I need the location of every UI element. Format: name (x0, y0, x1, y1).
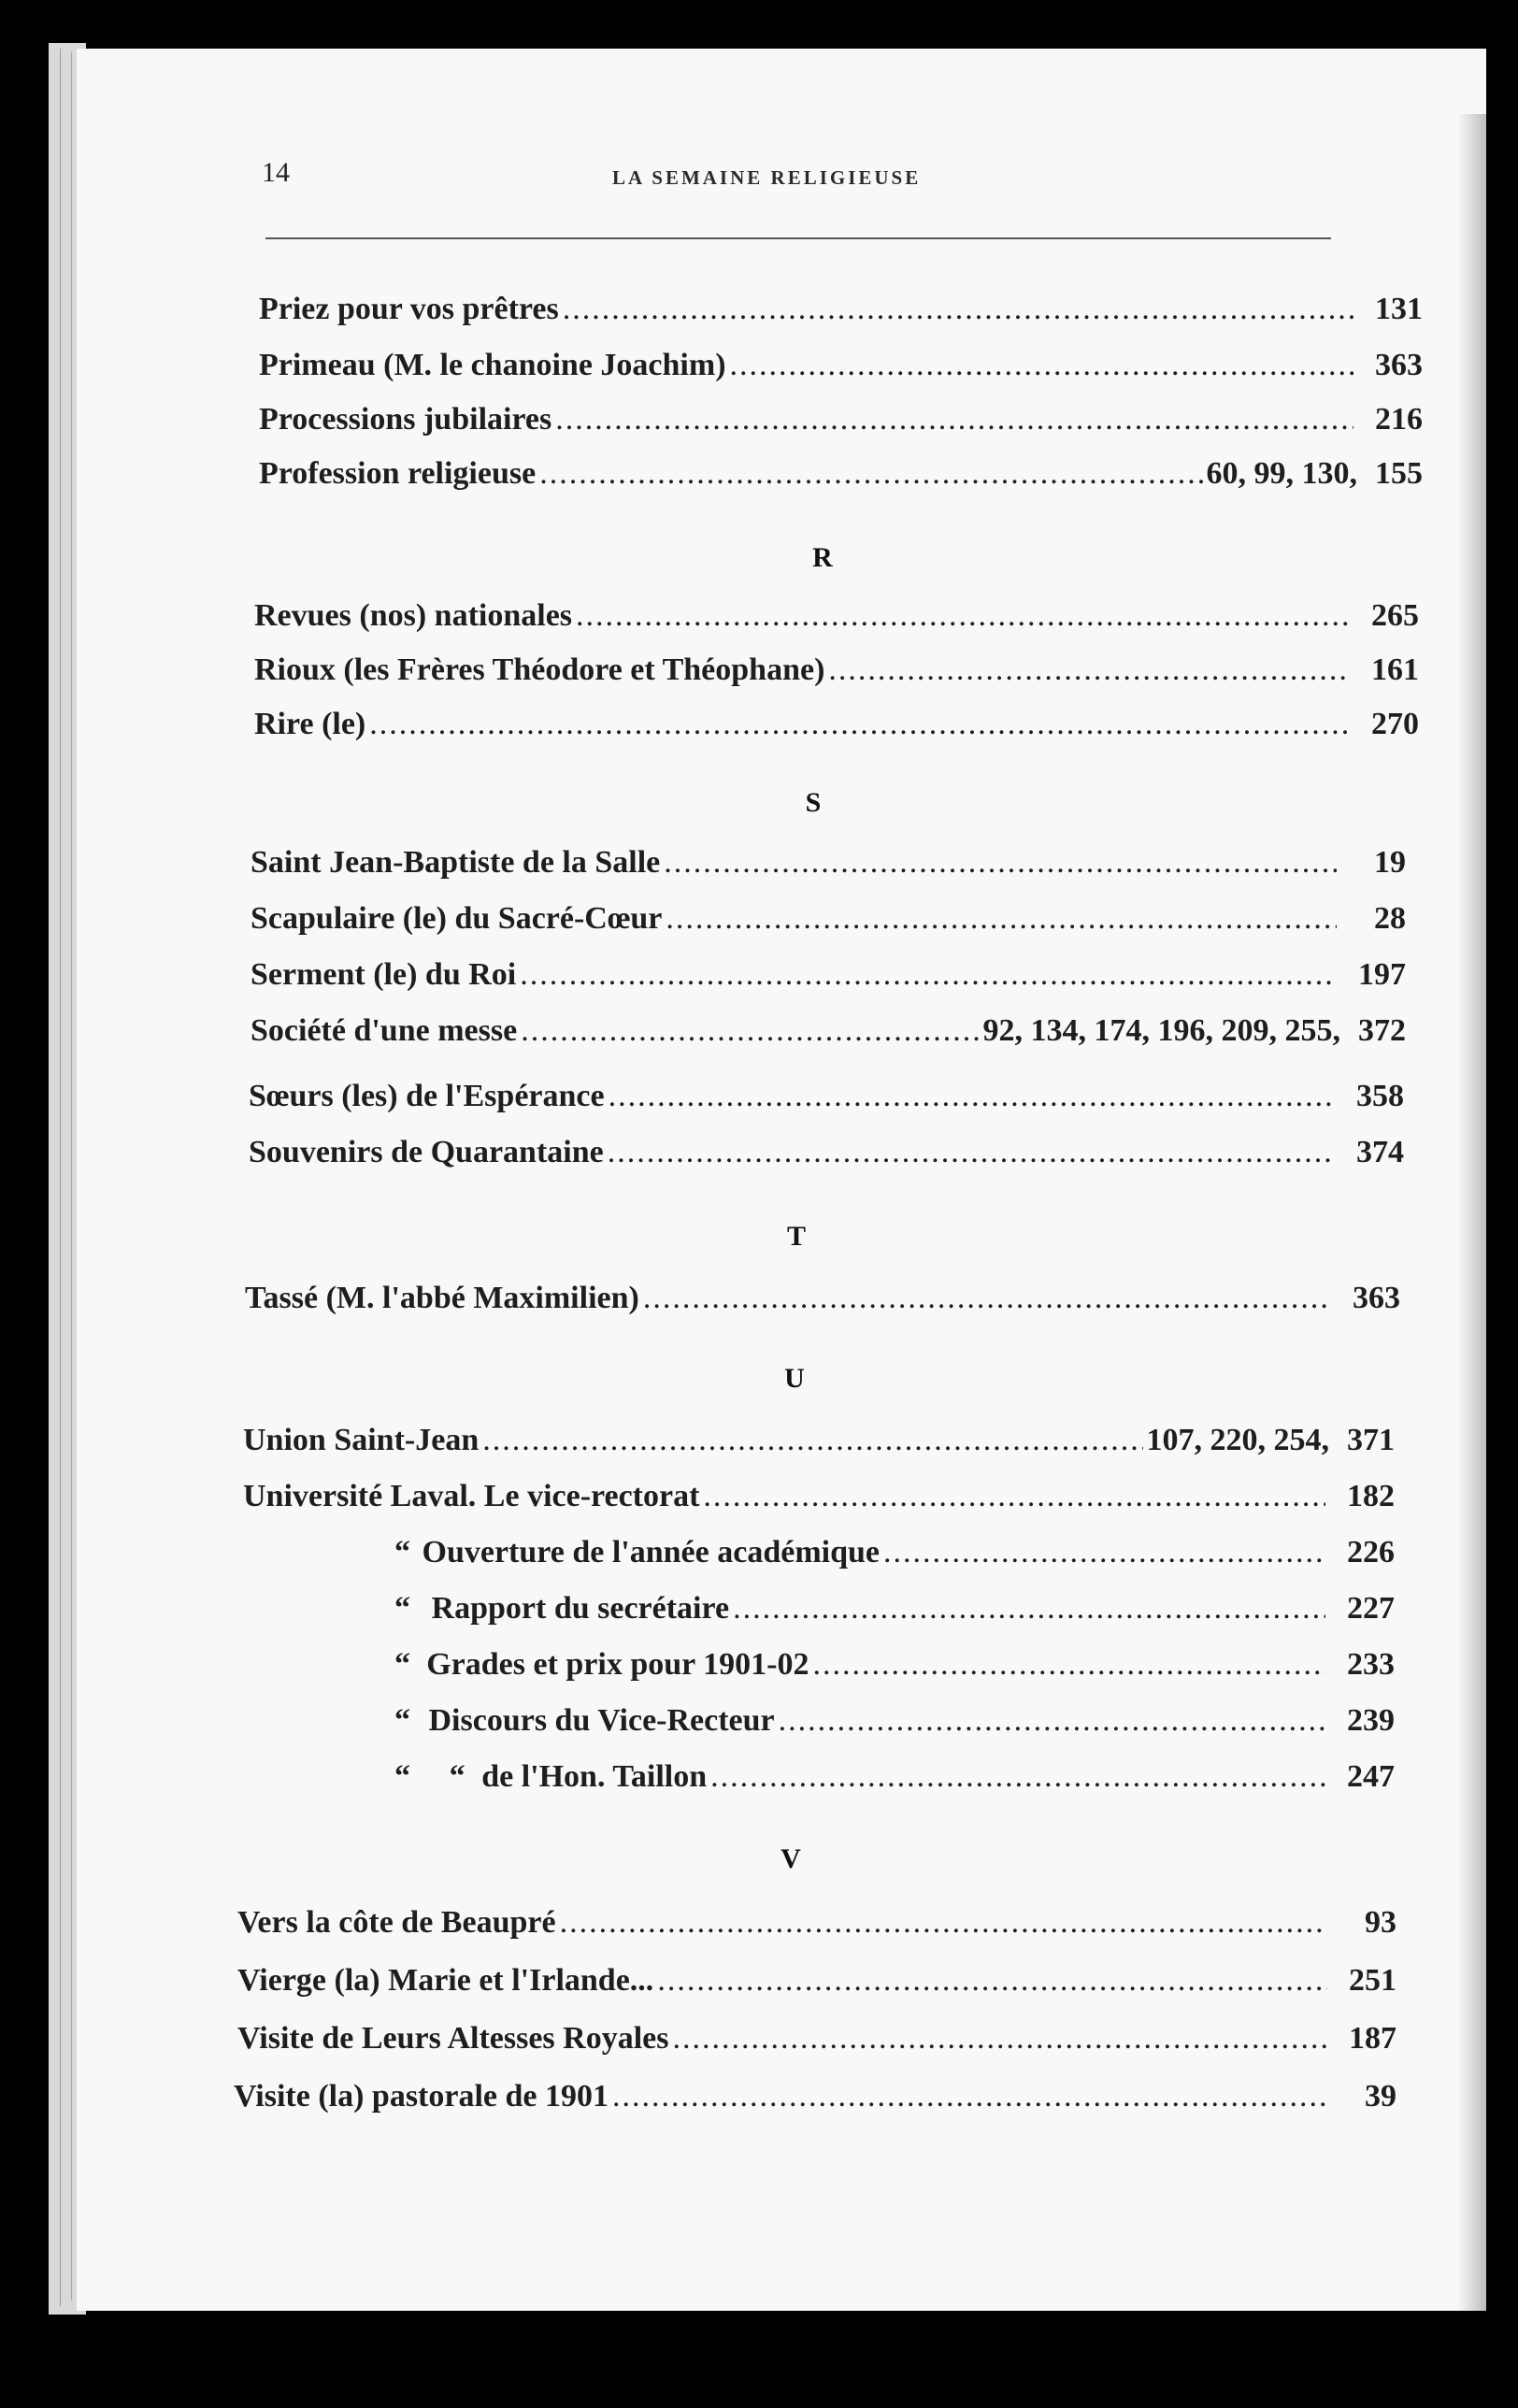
leader-dots (657, 1963, 1327, 1999)
entry-page: 358 (1356, 1079, 1404, 1113)
index-entry (251, 901, 1406, 937)
leader-dots (733, 1591, 1325, 1627)
index-entry (394, 1591, 1395, 1627)
entry-page: 131 (1375, 292, 1423, 326)
leader-dots (539, 456, 1202, 492)
entry-page: 216 (1375, 402, 1423, 437)
entry-label: Rioux (les Frères Théodore et Théophane) (254, 652, 825, 687)
entry-label: Rire (le) (254, 707, 366, 741)
index-entry (245, 1281, 1400, 1316)
entry-label: Société d'une messe (251, 1013, 518, 1048)
entry-refs: 92, 134, 174, 196, 209, 255, (982, 1013, 1340, 1048)
index-entry (259, 402, 1423, 437)
entry-label: Ouverture de l'année académique (422, 1535, 880, 1570)
entry-page: 28 (1374, 901, 1406, 936)
section-letter: S (805, 787, 822, 818)
ditto-mark: “ (394, 1703, 410, 1738)
entry-page: 187 (1349, 2021, 1396, 2056)
entry-label: Serment (le) du Roi (251, 957, 517, 992)
entry-label: Discours du Vice-Recteur (428, 1703, 775, 1738)
index-entry (394, 1647, 1395, 1683)
index-entry (237, 1905, 1396, 1941)
leader-dots (710, 1759, 1325, 1795)
entry-page: 363 (1375, 348, 1423, 382)
section-letter: T (786, 1221, 806, 1252)
index-entry (243, 1479, 1395, 1514)
page-stack-line (71, 52, 72, 2300)
entry-label: Visite de Leurs Altesses Royales (237, 2021, 669, 2056)
binding-shadow (1458, 114, 1486, 2311)
entry-label: Processions jubilaires (259, 402, 552, 437)
entry-page: 363 (1353, 1281, 1400, 1315)
index-entry (251, 1013, 1406, 1049)
index-entry (249, 1135, 1404, 1170)
index-entry (259, 292, 1423, 327)
entry-page: 247 (1346, 1759, 1395, 1794)
entry-label: Grades et prix pour 1901-02 (426, 1647, 809, 1682)
header-rule (265, 237, 1331, 239)
index-entry (237, 2021, 1396, 2057)
entry-page: 93 (1365, 1905, 1396, 1940)
index-entry (254, 598, 1419, 634)
leader-dots (779, 1703, 1325, 1739)
leader-dots (664, 845, 1337, 881)
entry-page: 39 (1365, 2079, 1396, 2114)
page-stack-line (60, 49, 61, 2306)
entry-page: 226 (1347, 1535, 1395, 1570)
leader-dots (612, 2079, 1327, 2114)
entry-label: Scapulaire (le) du Sacré-Cœur (251, 901, 663, 936)
index-entry (243, 1423, 1395, 1458)
index-entry (259, 456, 1423, 492)
index-entry (237, 1963, 1396, 1999)
leader-dots (609, 1079, 1335, 1114)
index-entry (259, 348, 1423, 383)
entry-page: 19 (1374, 845, 1406, 880)
entry-page: 251 (1349, 1963, 1396, 1998)
entry-page: 161 (1371, 652, 1419, 687)
entry-label: Université Laval. Le vice-rectorat (243, 1479, 700, 1513)
index-entry (254, 707, 1419, 742)
entry-page: 270 (1371, 707, 1419, 741)
entry-page: 227 (1347, 1591, 1395, 1626)
index-entry (394, 1535, 1395, 1570)
entry-label: Vierge (la) Marie et l'Irlande... (237, 1963, 654, 1998)
entry-label: Union Saint-Jean (243, 1423, 480, 1457)
entry-page: 265 (1371, 598, 1419, 633)
index-entry (254, 652, 1419, 688)
leader-dots (812, 1647, 1325, 1683)
leader-dots (521, 1013, 979, 1049)
entry-label: de l'Hon. Taillon (481, 1759, 708, 1794)
leader-dots (520, 957, 1337, 993)
index-entry (234, 2079, 1396, 2114)
entry-label: Profession religieuse (259, 456, 537, 491)
index-page (77, 49, 1486, 2311)
entry-refs: 60, 99, 130, (1206, 456, 1357, 491)
entry-page: 197 (1358, 957, 1406, 992)
index-entry (251, 845, 1406, 881)
running-title: LA SEMAINE RELIGIEUSE (612, 166, 922, 189)
entry-label: Rapport du secrétaire (431, 1591, 730, 1626)
entry-label: Saint Jean-Baptiste de la Salle (251, 845, 661, 880)
leader-dots (730, 348, 1353, 383)
entry-label: Visite (la) pastorale de 1901 (234, 2079, 609, 2114)
index-entry (251, 957, 1406, 993)
index-entry (394, 1759, 1395, 1795)
leader-dots (703, 1479, 1325, 1514)
section-letter: R (812, 542, 833, 573)
entry-page: 371 (1347, 1423, 1395, 1457)
entry-page: 155 (1375, 456, 1423, 491)
leader-dots (555, 402, 1353, 437)
entry-page: 182 (1347, 1479, 1395, 1513)
page-number: 14 (262, 157, 290, 188)
ditto-mark: “ (394, 1591, 410, 1626)
entry-label: Tassé (M. l'abbé Maximilien) (245, 1281, 639, 1315)
leader-dots (576, 598, 1350, 634)
ditto-mark: “ (449, 1759, 465, 1794)
ditto-mark: “ (394, 1535, 410, 1570)
leader-dots (560, 1905, 1327, 1941)
entry-label: Souvenirs de Quarantaine (249, 1135, 604, 1169)
ditto-mark: “ (394, 1647, 410, 1682)
entry-label: Revues (nos) nationales (254, 598, 573, 633)
leader-dots (666, 901, 1337, 937)
section-letter: V (780, 1843, 801, 1874)
leader-dots (482, 1423, 1142, 1458)
ditto-mark: “ (394, 1759, 410, 1794)
index-entry (249, 1079, 1404, 1114)
leader-dots (883, 1535, 1325, 1570)
entry-page: 372 (1358, 1013, 1406, 1048)
entry-page: 233 (1347, 1647, 1395, 1682)
leader-dots (608, 1135, 1335, 1170)
entry-label: Priez pour vos prêtres (259, 292, 559, 326)
entry-refs: 107, 220, 254, (1146, 1423, 1329, 1457)
leader-dots (643, 1281, 1331, 1316)
leader-dots (563, 292, 1353, 327)
leader-dots (828, 652, 1350, 688)
leader-dots (672, 2021, 1327, 2057)
leader-dots (369, 707, 1350, 742)
entry-page: 374 (1356, 1135, 1404, 1169)
entry-label: Primeau (M. le chanoine Joachim) (259, 348, 726, 382)
section-letter: U (784, 1363, 805, 1394)
index-entry (394, 1703, 1395, 1739)
entry-label: Sœurs (les) de l'Espérance (249, 1079, 605, 1113)
entry-label: Vers la côte de Beaupré (237, 1905, 556, 1940)
entry-page: 239 (1347, 1703, 1395, 1738)
